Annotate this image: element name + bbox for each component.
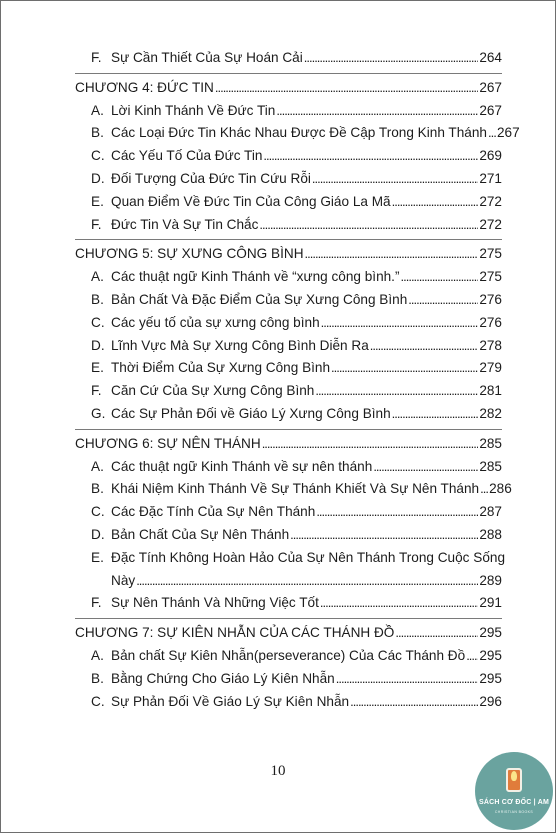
chapter-title: CHƯƠNG 7: SỰ KIÊN NHẪN CỦA CÁC THÁNH ĐỒ <box>75 625 395 641</box>
entry-marker: F. <box>91 50 102 65</box>
entry-title: Các Đặc Tính Của Sự Nên Thánh <box>111 504 316 520</box>
entry-page-number: 281 <box>479 383 502 399</box>
logo-subtext: CHRISTIAN BOOKS <box>494 810 534 814</box>
entry-marker: E. <box>91 193 104 209</box>
dot-leader <box>316 506 478 520</box>
toc-entry[interactable] <box>75 403 502 426</box>
entry-marker: A. <box>91 269 104 285</box>
toc-entry[interactable] <box>75 547 505 593</box>
entry-title: Sự Nên Thánh Và Những Việc Tốt <box>111 595 319 611</box>
entry-marker: F. <box>91 216 102 232</box>
chapter-heading[interactable] <box>75 243 502 266</box>
toc-entry[interactable] <box>75 312 502 335</box>
dot-leader <box>331 362 478 376</box>
entry-marker: E. <box>91 549 104 565</box>
entry-page-number: 276 <box>479 291 502 307</box>
entry-marker: D. <box>91 337 105 353</box>
entry-page-number: 276 <box>479 314 502 330</box>
toc-section <box>75 622 502 716</box>
entry-marker: B. <box>91 481 104 497</box>
entry-page-number: 279 <box>479 360 502 376</box>
entry-marker: C. <box>91 314 105 330</box>
page-number: 10 <box>270 763 286 779</box>
entry-page-number: 278 <box>479 337 502 353</box>
entry-title: Đối Tượng Của Đức Tin Cứu Rỗi <box>111 170 311 186</box>
dot-leader <box>215 82 478 96</box>
toc-entry[interactable] <box>75 456 502 479</box>
chapter-title: CHƯƠNG 5: SỰ XƯNG CÔNG BÌNH <box>75 246 304 262</box>
entry-title: Các Sự Phản Đối về Giáo Lý Xưng Công Bình <box>111 405 391 421</box>
entry-title: Quan Điểm Về Đức Tin Của Công Giáo La Mã <box>111 193 391 209</box>
dot-leader <box>336 673 479 687</box>
dot-leader <box>136 574 478 588</box>
publisher-logo[interactable] <box>475 752 553 830</box>
entry-page-number: 286 <box>489 481 512 497</box>
dot-leader <box>370 339 479 353</box>
entry-title: Các Loại Đức Tin Khác Nhau Được Đề Cập Trong Kinh Thánh <box>111 125 487 141</box>
entry-page-number: 291 <box>479 595 502 611</box>
entry-page-number: 267 <box>496 125 520 141</box>
toc-entry[interactable] <box>75 645 502 668</box>
dot-leader <box>392 408 479 422</box>
toc-entry[interactable] <box>75 478 512 501</box>
entry-page-number: 275 <box>479 269 502 285</box>
entry-page-number: 289 <box>479 572 502 588</box>
toc-entry[interactable] <box>75 380 502 403</box>
entry-marker: B. <box>91 291 104 307</box>
toc-entry[interactable] <box>75 592 502 615</box>
entry-page-number: 295 <box>479 647 502 663</box>
entry-title: Các thuật ngữ Kinh Thánh về “xưng công bình.” <box>111 269 400 285</box>
table-of-contents <box>75 47 520 719</box>
entry-marker: C. <box>91 148 105 164</box>
entry-page-number: 269 <box>479 148 502 164</box>
toc-section <box>75 243 502 429</box>
entry-title: Đức Tin Và Sự Tin Chắc <box>111 216 259 232</box>
dot-leader <box>373 460 478 474</box>
entry-title: Bản Chất Của Sự Nên Thánh <box>111 526 290 542</box>
entry-title: Sự Phản Đối Về Giáo Lý Sự Kiên Nhẫn <box>111 693 350 709</box>
entry-marker: E. <box>91 360 104 376</box>
toc-entry[interactable] <box>75 524 502 547</box>
entry-marker: A. <box>91 102 104 118</box>
dot-leader <box>392 196 479 210</box>
dot-leader <box>259 218 478 232</box>
dot-leader <box>488 127 496 141</box>
toc-entry[interactable] <box>75 668 502 691</box>
toc-entry[interactable] <box>75 691 502 714</box>
entry-marker: A. <box>91 458 104 474</box>
toc-entry[interactable] <box>75 145 502 168</box>
toc-entry[interactable] <box>75 266 502 289</box>
entry-page-number: 287 <box>479 504 502 520</box>
entry-marker: G. <box>91 405 106 421</box>
entry-title: Căn Cứ Của Sự Xưng Công Bình <box>111 383 315 399</box>
entry-title: Bản chất Sự Kiên Nhẫn(perseverance) Của Các Thánh Đồ <box>111 647 466 663</box>
entry-marker: C. <box>91 504 105 520</box>
chapter-page-number: 285 <box>479 435 502 451</box>
entry-title: Các Yếu Tố Của Đức Tin <box>111 148 263 164</box>
dot-leader <box>262 438 479 452</box>
entry-page-number: 272 <box>479 193 502 209</box>
dot-leader <box>312 173 478 187</box>
entry-marker: B. <box>91 125 104 141</box>
dot-leader <box>321 317 479 331</box>
chapter-heading[interactable] <box>75 622 502 645</box>
entry-title: Các thuật ngữ Kinh Thánh về sự nên thánh <box>111 458 373 474</box>
entry-page-number: 285 <box>479 458 502 474</box>
dot-leader <box>304 52 479 66</box>
entry-title: Đặc Tính Không Hoàn Hảo Của Sự Nên Thánh Trong Cuộc Sống <box>111 549 505 565</box>
entry-marker: F. <box>91 595 102 611</box>
chapter-page-number: 267 <box>479 79 502 95</box>
entry-title: Bằng Chứng Cho Giáo Lý Kiên Nhẫn <box>111 670 335 686</box>
entry-title-continuation: Này <box>111 572 136 588</box>
dot-leader <box>315 385 478 399</box>
entry-page-number: 295 <box>479 670 502 686</box>
chapter-page-number: 295 <box>479 625 502 641</box>
toc-section <box>75 433 512 619</box>
dot-leader <box>263 150 478 164</box>
entry-marker: A. <box>91 647 104 663</box>
entry-title: Thời Điểm Của Sự Xưng Công Bình <box>111 360 331 376</box>
entry-page-number: 272 <box>479 216 502 232</box>
toc-section <box>75 77 520 241</box>
entry-title: Bản Chất Và Đặc Điểm Của Sự Xưng Công Bình <box>111 291 408 307</box>
toc-entry[interactable] <box>75 335 502 358</box>
entry-marker: F. <box>91 383 102 399</box>
toc-entry[interactable] <box>75 100 502 123</box>
toc-entry[interactable] <box>75 122 520 145</box>
chapter-title: CHƯƠNG 6: SỰ NÊN THÁNH <box>75 435 261 451</box>
chapter-heading[interactable] <box>75 77 502 100</box>
entry-title: Các yếu tố của sự xưng công bình <box>111 314 320 330</box>
entry-marker: D. <box>91 526 105 542</box>
logo-text: SÁCH CƠ ĐỐC | AM <box>479 799 549 806</box>
dot-leader <box>305 248 479 262</box>
entry-title: Sự Cần Thiết Của Sự Hoán Cải <box>111 50 303 65</box>
dot-leader <box>480 483 488 497</box>
toc-entry[interactable] <box>75 214 502 237</box>
entry-page-number: 267 <box>479 102 502 118</box>
dot-leader <box>276 104 478 118</box>
dot-leader <box>350 695 478 709</box>
toc-entry[interactable] <box>75 47 502 70</box>
entry-title: Lĩnh Vực Mà Sự Xưng Công Bình Diễn Ra <box>111 337 369 353</box>
toc-entry[interactable] <box>75 289 502 312</box>
entry-title: Khái Niệm Kinh Thánh Về Sự Thánh Khiết Và Sự Nên Thánh <box>111 481 480 497</box>
toc-entry[interactable] <box>75 168 502 191</box>
dot-leader <box>408 294 478 308</box>
entry-marker: B. <box>91 670 104 686</box>
entry-marker: D. <box>91 170 105 186</box>
toc-entry[interactable] <box>75 357 502 380</box>
dot-leader <box>395 627 478 641</box>
dot-leader <box>290 529 478 543</box>
chapter-title: CHƯƠNG 4: ĐỨC TIN <box>75 79 214 95</box>
chapter-page-number: 275 <box>479 246 502 262</box>
toc-entry[interactable] <box>75 501 502 524</box>
entry-page-number: 264 <box>479 50 502 65</box>
entry-page-number: 296 <box>479 693 502 709</box>
chapter-heading[interactable] <box>75 433 502 456</box>
toc-section <box>75 47 502 74</box>
dot-leader <box>466 650 478 664</box>
entry-page-number: 282 <box>479 405 502 421</box>
entry-marker: C. <box>91 693 105 709</box>
dot-leader <box>320 597 478 611</box>
entry-page-number: 288 <box>479 526 502 542</box>
entry-title: Lời Kinh Thánh Về Đức Tin <box>111 102 276 118</box>
entry-page-number: 271 <box>479 170 502 186</box>
dot-leader <box>401 271 479 285</box>
toc-entry[interactable] <box>75 191 502 214</box>
flame-icon <box>511 771 517 781</box>
